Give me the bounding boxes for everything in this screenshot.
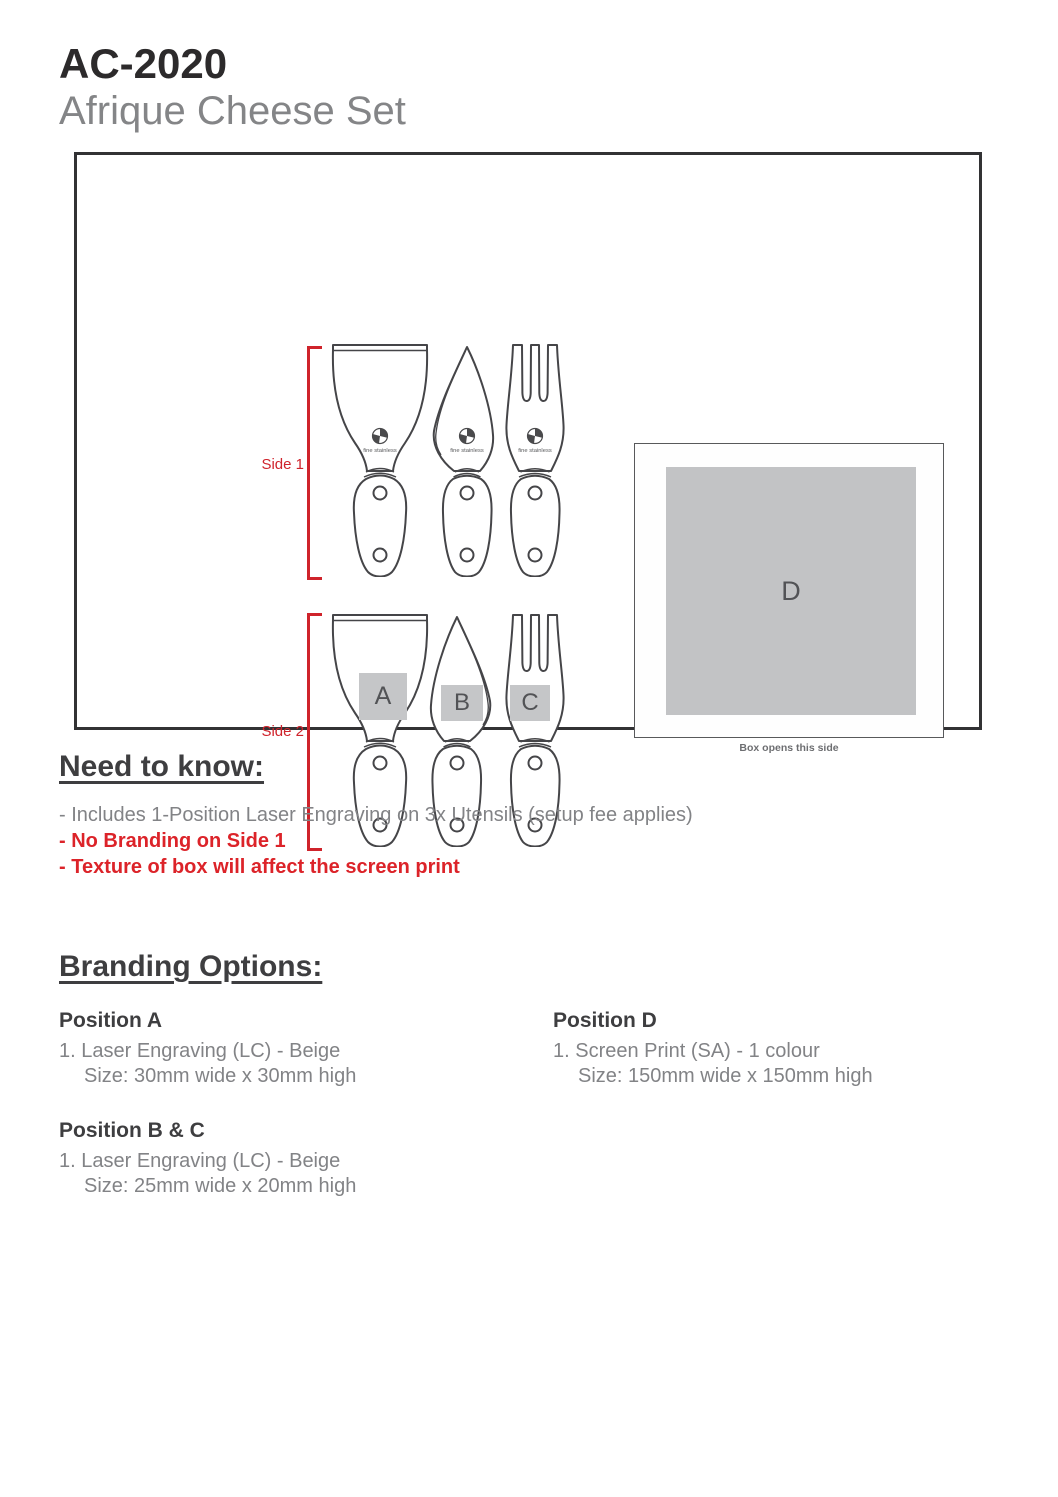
branding-method-line: 1. Laser Engraving (LC) - Beige: [59, 1150, 341, 1172]
need-to-know-list: [59, 802, 693, 880]
knife-illustration: [429, 343, 495, 577]
need-to-know-item: - No Branding on Side 1: [59, 830, 286, 852]
product-code: AC-2020: [59, 40, 228, 87]
branding-column-left: [59, 1008, 356, 1199]
side1-label: Side 1: [261, 456, 304, 473]
branding-size-line: Size: 30mm wide x 30mm high: [84, 1065, 357, 1087]
diagram-frame: [74, 152, 982, 754]
branding-method-line: 1. Laser Engraving (LC) - Beige: [59, 1040, 341, 1062]
position-d-print-area: D: [666, 467, 916, 715]
branding-column-right: [553, 1008, 873, 1089]
fork-illustration: [505, 343, 565, 577]
logo-text: fine stainless: [363, 448, 397, 454]
position-bc-title: Position B & C: [59, 1119, 205, 1142]
side1-bracket: [307, 346, 322, 580]
knife-blade-outline: [431, 617, 490, 741]
logo-text: fine stainless: [518, 448, 552, 454]
spreader-illustration: [330, 343, 430, 577]
utensil-spreader-side1: [330, 343, 430, 582]
position-b-marker: B: [441, 685, 483, 721]
branding-size-line: Size: 150mm wide x 150mm high: [578, 1065, 873, 1087]
position-d-block: [553, 1008, 873, 1089]
side2-label: Side 2: [261, 723, 304, 740]
product-name: Afrique Cheese Set: [59, 89, 406, 133]
need-to-know-section: [59, 750, 693, 880]
need-to-know-heading: Need to know:: [59, 750, 265, 783]
branding-method-line: 1. Screen Print (SA) - 1 colour: [553, 1040, 820, 1062]
branding-options-heading: Branding Options:: [59, 950, 323, 983]
box-opens-caption: Box opens this side: [739, 742, 839, 754]
position-a-marker: A: [359, 673, 407, 720]
position-a-title: Position A: [59, 1009, 163, 1032]
logo-text: fine stainless: [450, 448, 484, 454]
position-c-marker: C: [510, 685, 550, 721]
branding-size-line: Size: 25mm wide x 20mm high: [84, 1175, 357, 1197]
fork-blade-outline: [506, 615, 563, 741]
position-bc-block: [59, 1118, 356, 1199]
position-d-title: Position D: [553, 1009, 657, 1032]
position-a-block: [59, 1008, 356, 1089]
utensil-fork-side1: [505, 343, 565, 582]
utensil-knife-side1: [429, 343, 495, 582]
page-header: [59, 40, 406, 134]
need-to-know-item: - Texture of box will affect the screen print: [59, 856, 460, 878]
gift-box-outline: [634, 443, 944, 738]
need-to-know-item: - Includes 1-Position Laser Engraving on 3x Utensils (setup fee applies): [59, 804, 693, 826]
